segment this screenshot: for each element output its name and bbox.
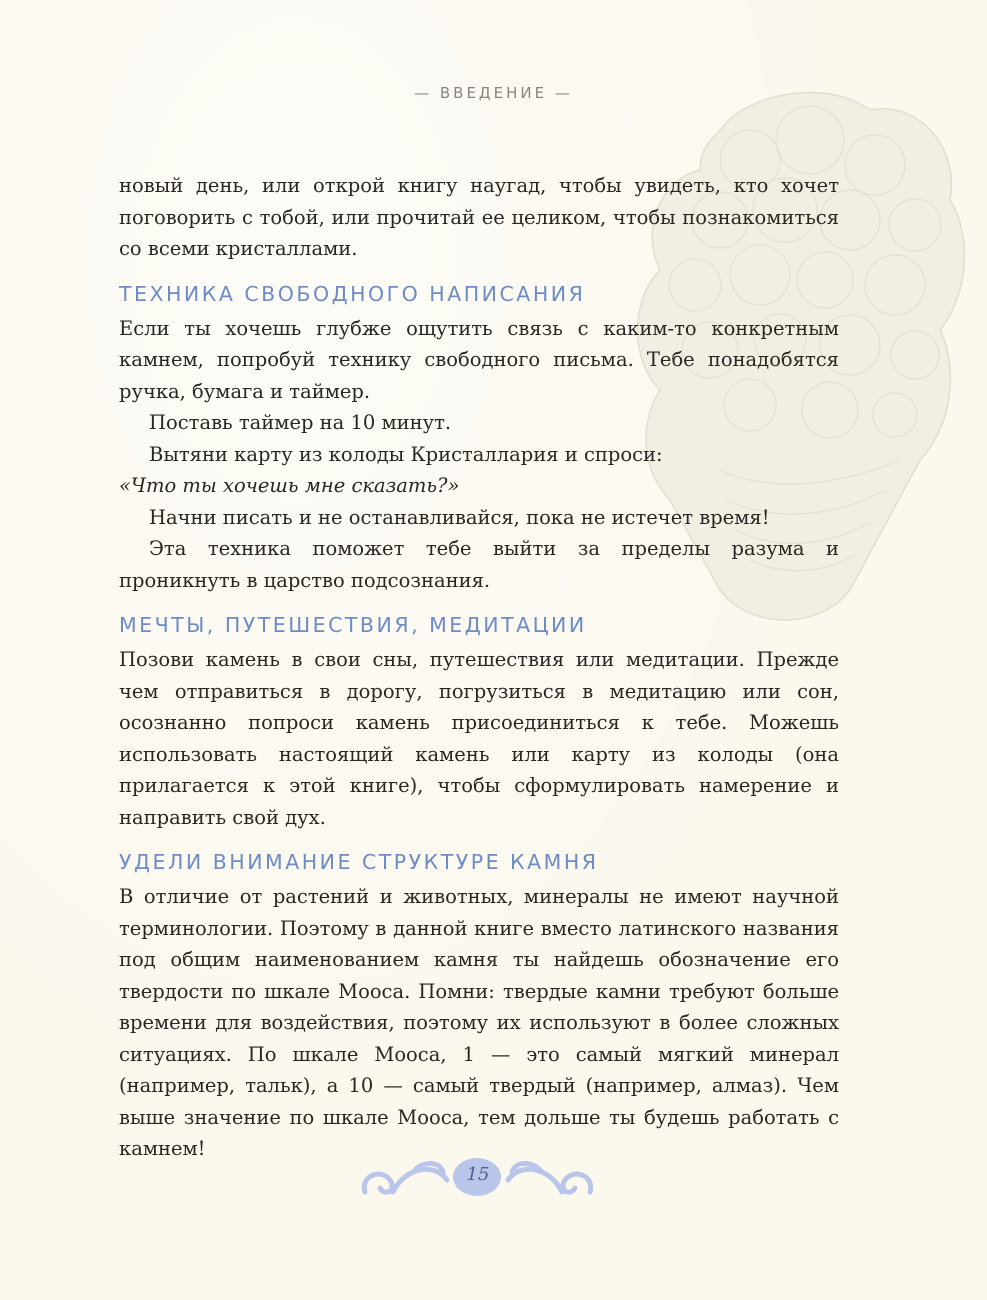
paragraph: Эта техника поможет тебе выйти за пределы разума и проникнуть в царство подсознания. [119, 537, 839, 592]
intro-paragraph: новый день, или открой книгу наугад, чтобы увидеть, кто хочет поговорить с тобой, или прочитай ее целиком, чтобы познакомиться со всеми кристаллами. [119, 174, 839, 260]
paragraph: Вытяни карту из колоды Кристаллария и спроси: [149, 442, 663, 466]
paragraph: В отличие от растений и животных, минералы не имеют научной терминологии. Поэтому в данной книге вместо латинского названия под общим наименованием камня ты найдешь обозначение его твердости по шкале Мооса. Помни: твердые камни требуют больше времени для воздействия, поэтому их используют в более сложных ситуациях. По шкале Мооса, 1 — это самый мягкий минерал (например, тальк), а 10 — самый твердый (например, алмаз). Чем выше значение по шкале Мооса, тем дольше ты будешь работать с камнем! [119, 885, 839, 1160]
section-heading-structure: УДЕЛИ ВНИМАНИЕ СТРУКТУРЕ КАМНЯ [119, 850, 599, 874]
paragraph: Поставь таймер на 10 минут. [149, 411, 452, 434]
paragraph: Позови камень в свои сны, путешествия или медитации. Прежде чем отправиться в дорогу, погрузиться в медитацию или сон, осознанно попроси камень присоединиться к тебе. Можешь использовать настоящий камень или карту из колоды (она прилагается к этой книге), чтобы сформулировать намерение и направить свой дух. [119, 648, 839, 829]
quote-paragraph: «Что ты хочешь мне сказать?» [119, 474, 460, 497]
section-heading-dreams: МЕЧТЫ, ПУТЕШЕСТВИЯ, МЕДИТАЦИИ [119, 613, 587, 637]
page-number: 15 [466, 1164, 490, 1185]
paragraph: Если ты хочешь глубже ощутить связь с каким-то конкретным камнем, попробуй технику свободного письма. Тебе понадобятся ручка, бумага и таймер. [119, 316, 839, 403]
page-content [119, 170, 839, 1165]
running-header: — ВВЕДЕНИЕ — [414, 84, 573, 102]
section-heading-free-writing: ТЕХНИКА СВОБОДНОГО НАПИСАНИЯ [119, 281, 586, 306]
paragraph: Начни писать и не останавливайся, пока не истечет время! [149, 505, 770, 529]
